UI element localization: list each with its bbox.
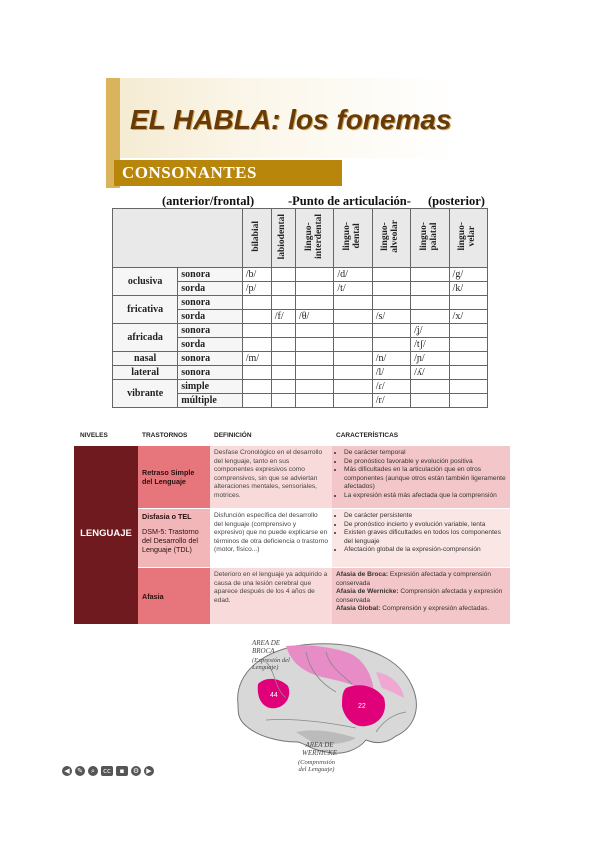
manner-cell: oclusiva (113, 268, 178, 296)
voice-cell: sorda (178, 282, 242, 296)
phoneme-cell (271, 366, 295, 380)
level-label: LENGUAJE (80, 528, 132, 539)
voice-cell: sonora (178, 324, 242, 338)
phoneme-cell (271, 268, 295, 282)
char-item: • De pronóstico favorable y evolución positiva (344, 458, 506, 467)
characteristics-afasia (332, 568, 510, 624)
phoneme-cell (411, 394, 449, 408)
phoneme-cell: /r/ (372, 394, 410, 408)
phoneme-cell (449, 324, 487, 338)
char-item: • De carácter persistente (344, 512, 506, 521)
voice-cell: sonora (178, 268, 242, 282)
phoneme-cell (411, 268, 449, 282)
phoneme-cell (242, 338, 271, 352)
broca-sublabel: (Expresión del Lenguaje) (252, 657, 290, 672)
char-item: • Existen graves dificultades en todos los componentes del lenguaje (344, 529, 506, 546)
voice-cell: sorda (178, 310, 242, 324)
corner-cell (113, 209, 243, 268)
place-dental: linguo- dental (342, 222, 363, 251)
phoneme-cell (411, 380, 449, 394)
phoneme-row (113, 366, 488, 380)
phoneme-row (113, 324, 488, 338)
broca-label: AREA DE BROCA (252, 639, 281, 655)
phoneme-cell (295, 338, 333, 352)
phoneme-cell (334, 324, 372, 338)
phoneme-table (112, 208, 488, 408)
place-bilabial: bilabial (250, 221, 261, 252)
header-posterior: (posterior) (428, 194, 485, 208)
phoneme-cell (334, 338, 372, 352)
phoneme-cell (334, 352, 372, 366)
consonants-label: CONSONANTES (122, 163, 257, 182)
wernicke-label: AREA DE WERNICKE (302, 741, 337, 757)
phoneme-cell (295, 296, 333, 310)
phoneme-cell (295, 352, 333, 366)
phoneme-cell (449, 394, 487, 408)
phoneme-cell: /ʝ/ (411, 324, 449, 338)
phoneme-cell (334, 310, 372, 324)
disorder-tel-dsm: DSM-5: Trastorno del Desarrollo del Lenguaje (TDL) (142, 527, 199, 554)
char-item: • De carácter temporal (344, 449, 506, 458)
phoneme-cell (242, 380, 271, 394)
cc-icon[interactable]: cc (101, 766, 113, 776)
place-alveolar: linguo- alveolar (380, 220, 401, 253)
page-title: EL HABLA: los fonemas (130, 104, 452, 135)
phoneme-table-header-row (113, 209, 488, 268)
phoneme-cell: /n/ (372, 352, 410, 366)
header-trastornos: TRASTORNOS (142, 432, 188, 439)
phoneme-cell: /l/ (372, 366, 410, 380)
phoneme-cell (242, 324, 271, 338)
area-number-22: 22 (358, 703, 366, 710)
phoneme-cell (271, 394, 295, 408)
phoneme-cell: /ɾ/ (372, 380, 410, 394)
definition-retraso: Desfase Cronológico en el desarrollo del lenguaje, tanto en sus componentes expresivos como comprensivos, sin que se adviertan alteraciones mentales, sensoriales, motrices. (210, 446, 332, 508)
phoneme-cell (334, 296, 372, 310)
phoneme-row (113, 268, 488, 282)
phoneme-cell (242, 296, 271, 310)
phoneme-cell (372, 282, 410, 296)
phoneme-cell (372, 268, 410, 282)
wernicke-sublabel: (Comprensión del Lenguaje) (298, 759, 335, 774)
viewer-toolbar (62, 766, 154, 780)
area-number-44: 44 (270, 692, 278, 699)
header-punto: -Punto de articulación- (288, 194, 411, 208)
afasia-wernicke-label: Afasia de Wernicke: (336, 588, 399, 596)
phoneme-row (113, 352, 488, 366)
phoneme-cell: /s/ (372, 310, 410, 324)
pen-icon[interactable]: ✎ (75, 766, 85, 776)
phoneme-cell (449, 366, 487, 380)
search-icon[interactable]: ⌕ (88, 766, 98, 776)
manner-cell: nasal (113, 352, 178, 366)
phoneme-cell (271, 282, 295, 296)
phoneme-cell (411, 310, 449, 324)
phoneme-cell (295, 394, 333, 408)
phoneme-cell: /b/ (242, 268, 271, 282)
phoneme-cell (295, 380, 333, 394)
phoneme-cell (449, 338, 487, 352)
definition-afasia: Deterioro en el lenguaje ya adquirido a causa de una lesión cerebral que aparece después de los 4 años de edad. (210, 568, 332, 624)
manner-cell: lateral (113, 366, 178, 380)
voice-cell: simple (178, 380, 242, 394)
phoneme-cell (372, 296, 410, 310)
phoneme-cell (271, 352, 295, 366)
voice-cell: sonora (178, 366, 242, 380)
phoneme-cell (449, 380, 487, 394)
manner-cell: vibrante (113, 380, 178, 408)
phoneme-cell (271, 324, 295, 338)
phoneme-cell (411, 296, 449, 310)
voice-cell: múltiple (178, 394, 242, 408)
phoneme-cell (295, 324, 333, 338)
phoneme-cell: /g/ (449, 268, 487, 282)
phoneme-cell (449, 352, 487, 366)
char-item: • Afectación global de la expresión-comprensión (344, 546, 506, 555)
phoneme-row (113, 380, 488, 394)
prev-icon[interactable]: ◀ (62, 766, 72, 776)
phoneme-cell: /k/ (449, 282, 487, 296)
phoneme-cell: /f/ (271, 310, 295, 324)
char-item: • De pronóstico incierto y evolución variable, lenta (344, 521, 506, 530)
settings-icon[interactable]: ⚙ (132, 767, 140, 775)
place-interdental: linguo- interdental (303, 214, 324, 259)
definition-tel: Disfunción específica del desarrollo del lenguaje (comprensivo y expresivo) que no puede explicarse en términos de otra deficiencia o trastorno (motor, físico...) (210, 509, 332, 567)
phoneme-cell: /m/ (242, 352, 271, 366)
phoneme-cell: /d/ (334, 268, 372, 282)
manner-cell: fricativa (113, 296, 178, 324)
next-icon[interactable]: ▶ (144, 766, 154, 776)
header-anterior: (anterior/frontal) (162, 194, 255, 208)
header-niveles: NIVELES (80, 432, 108, 439)
phoneme-cell (295, 366, 333, 380)
phoneme-cell (334, 394, 372, 408)
phoneme-cell (271, 380, 295, 394)
phoneme-cell: /x/ (449, 310, 487, 324)
disorders-header (74, 432, 510, 444)
phoneme-cell (271, 296, 295, 310)
afasia-broca-text: Expresión afectada y comprensión conservada (336, 571, 492, 587)
phoneme-cell (242, 310, 271, 324)
phoneme-cell (242, 394, 271, 408)
place-labiodental: labiodental (277, 213, 288, 260)
phoneme-cell (271, 338, 295, 352)
phoneme-row (113, 296, 488, 310)
characteristics-retraso (332, 446, 510, 508)
place-palatal: linguo- palatal (418, 222, 439, 251)
disorder-retraso: Retraso Simple del Lenguaje (138, 446, 210, 508)
phoneme-cell: /ɲ/ (411, 352, 449, 366)
phoneme-cell: /ʎ/ (411, 366, 449, 380)
disorder-tel-title: Disfasia o TEL (142, 512, 192, 521)
phoneme-cell (334, 366, 372, 380)
afasia-global-label: Afasia Global: (336, 605, 381, 613)
phoneme-cell (295, 282, 333, 296)
afasia-wernicke-text: Comprensión afectada y expresión conservada (336, 588, 503, 604)
afasia-broca-label: Afasia de Broca: (336, 571, 389, 578)
phoneme-cell: /p/ (242, 282, 271, 296)
phoneme-cell: /tʃ/ (411, 338, 449, 352)
place-velar: linguo- velar (457, 222, 478, 251)
phoneme-table-body (113, 268, 488, 408)
phoneme-cell (295, 268, 333, 282)
phoneme-cell (334, 380, 372, 394)
char-item: • Más dificultades en la articulación que en otros componentes (aunque otros están también ligeramente afectados) (344, 466, 506, 492)
voice-cell: sonora (178, 352, 242, 366)
phoneme-cell: /t/ (334, 282, 372, 296)
phoneme-cell: /θ/ (295, 310, 333, 324)
afasia-global-text: Comprensión y expresión afectadas. (382, 605, 490, 613)
phoneme-cell (449, 296, 487, 310)
disorder-tel (138, 509, 210, 567)
camera-icon[interactable]: ▪ (116, 766, 128, 776)
disorder-afasia: Afasia (138, 568, 210, 624)
characteristics-tel (332, 509, 510, 567)
phoneme-cell (372, 338, 410, 352)
header-caracteristicas: CARACTERÍSTICAS (336, 432, 399, 439)
phoneme-cell (242, 366, 271, 380)
char-item: • La expresión está más afectada que la comprensión (344, 492, 506, 501)
header-definicion: DEFINICIÓN (214, 432, 252, 439)
phoneme-cell (411, 282, 449, 296)
voice-cell: sonora (178, 296, 242, 310)
voice-cell: sorda (178, 338, 242, 352)
manner-cell: africada (113, 324, 178, 352)
phoneme-cell (372, 324, 410, 338)
